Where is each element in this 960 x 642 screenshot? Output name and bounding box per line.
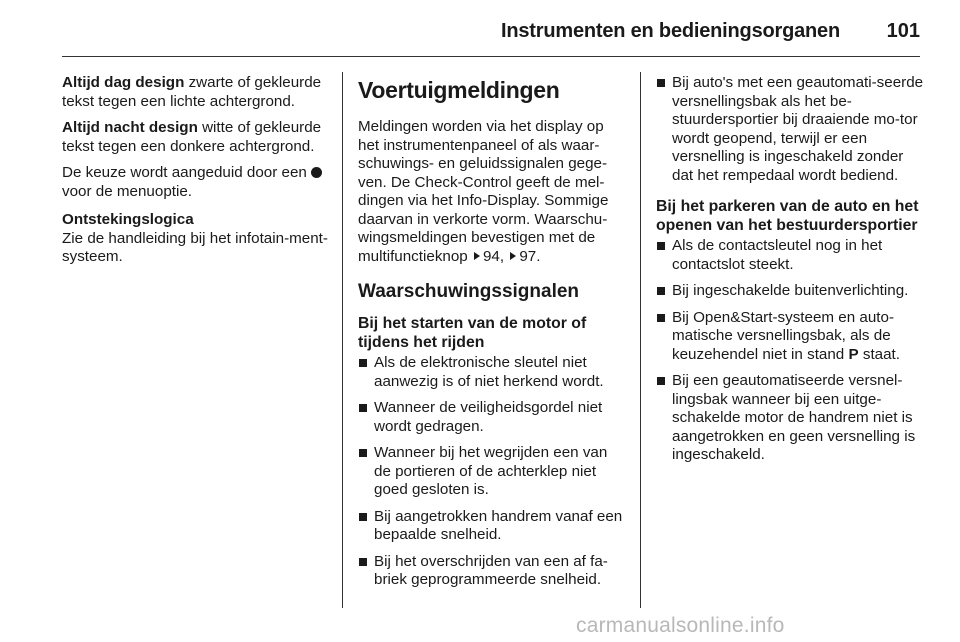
list-item xyxy=(656,372,926,465)
list-item-text: Wanneer de veiligheidsgordel niet wordt gedragen. xyxy=(374,399,603,435)
bullet-list-continued xyxy=(656,74,926,185)
list-item-text: Bij aangetrokken handrem vanaf een bepaalde snelheid. xyxy=(374,507,623,543)
paragraph-ignition-logic: Zie de handleiding bij het infotain-ment-systeem. xyxy=(62,229,328,265)
text-night-design: witte of gekleurde tekst tegen een donkere achtergrond. xyxy=(62,119,322,155)
list-item-text: Bij ingeschakelde buitenverlichting. xyxy=(672,282,909,299)
page-reference-icon xyxy=(510,252,516,260)
square-bullet-icon xyxy=(359,359,367,367)
column-divider-2 xyxy=(640,72,641,608)
page-ref-2: 97. xyxy=(519,247,541,265)
list-item xyxy=(656,74,926,185)
page-title: Instrumenten en bedieningsorganen xyxy=(501,20,840,42)
heading-warning-signals: Waarschuwingssignalen xyxy=(358,281,580,302)
paragraph-day-design xyxy=(62,74,332,111)
list-item xyxy=(358,399,628,436)
page-reference-icon xyxy=(474,252,480,260)
list-item xyxy=(358,444,628,500)
list-item-text: Wanneer bij het wegrijden een van de portieren of de achterklep niet goed gesloten is. xyxy=(374,444,608,498)
list-item-text: Bij een geautomatiseerde versnel-lingsbak wanneer bij een uitge-schakelde motor de handrem niet is aangetrokken en geen versnelling is ingeschakeld. xyxy=(672,372,916,463)
header-rule xyxy=(62,56,920,57)
subheading-parking: Bij het parkeren van de auto en het openen van het bestuurdersportier xyxy=(656,198,919,234)
list-item-text-end: staat. xyxy=(858,345,900,363)
text-day-design: zwarte of gekleurde tekst tegen een lichte achtergrond. xyxy=(62,74,322,110)
list-item xyxy=(358,508,628,545)
square-bullet-icon xyxy=(359,449,367,457)
paragraph-selection xyxy=(62,164,332,201)
list-item-text: Bij auto's met een geautomati-seerde versnellingsbak als het be-stuurdersportier bij draaiende mo-tor wordt geopend, terwijl er een versnelling is ingeschakeld zonder dat het rempedaal wordt bediend. xyxy=(672,74,924,184)
section-title-vehicle-messages: Voertuigmeldingen xyxy=(358,77,560,103)
square-bullet-icon xyxy=(657,242,665,250)
page-ref-1: 94, xyxy=(482,247,505,265)
square-bullet-icon xyxy=(657,314,665,322)
text-selection-end: voor de menuoptie. xyxy=(62,182,193,200)
square-bullet-icon xyxy=(657,79,665,87)
heading-ignition-logic: Ontstekingslogica xyxy=(62,211,194,228)
watermark: carmanualsonline.info xyxy=(576,614,785,637)
column-2 xyxy=(358,74,628,598)
square-bullet-icon xyxy=(359,558,367,566)
square-bullet-icon xyxy=(359,513,367,521)
square-bullet-icon xyxy=(359,404,367,412)
gear-position-label: P xyxy=(848,345,859,363)
subheading-starting-driving: Bij het starten van de motor of tijdens het rijden xyxy=(358,315,587,351)
bullet-list-driving xyxy=(358,354,628,590)
list-item xyxy=(358,553,628,590)
column-divider-1 xyxy=(342,72,343,608)
text-vehicle-messages: Meldingen worden via het display op het instrumentenpaneel of als waar-schuwings- en geluidssignalen gege-ven. De Check-Control geeft de mel-dingen via het Info-Display. Sommige daarvan in verkorte vorm. Waarschu-wingsmeldingen bevestigen met de multifunctieknop xyxy=(358,118,609,265)
square-bullet-icon xyxy=(657,287,665,295)
list-item xyxy=(656,282,926,301)
paragraph-vehicle-messages xyxy=(358,118,628,266)
list-item-text: Als de contactsleutel nog in het contactslot steekt. xyxy=(672,237,883,273)
page-header xyxy=(62,14,920,44)
paragraph-night-design xyxy=(62,119,332,156)
label-night-design: Altijd nacht design xyxy=(62,119,198,136)
text-selection-start: De keuze wordt aangeduid door een xyxy=(62,164,312,181)
list-item-text: Bij het overschrijden van een af fa-briek geprogrammeerde snelheid. xyxy=(374,552,608,588)
list-item-text: Bij Open&Start-systeem en auto-matische versnellingsbak, als de keuzehendel niet in stand xyxy=(672,308,895,363)
list-item xyxy=(656,309,926,365)
label-day-design: Altijd dag design xyxy=(62,74,185,91)
list-item xyxy=(656,237,926,274)
bullet-list-parking xyxy=(656,237,926,465)
column-3 xyxy=(656,74,926,473)
page-number: 101 xyxy=(886,20,920,42)
filled-dot-icon xyxy=(311,167,322,178)
square-bullet-icon xyxy=(657,377,665,385)
list-item-text: Als de elektronische sleutel niet aanwezig is of niet herkend wordt. xyxy=(374,354,604,390)
list-item xyxy=(358,354,628,391)
column-1 xyxy=(62,74,332,275)
